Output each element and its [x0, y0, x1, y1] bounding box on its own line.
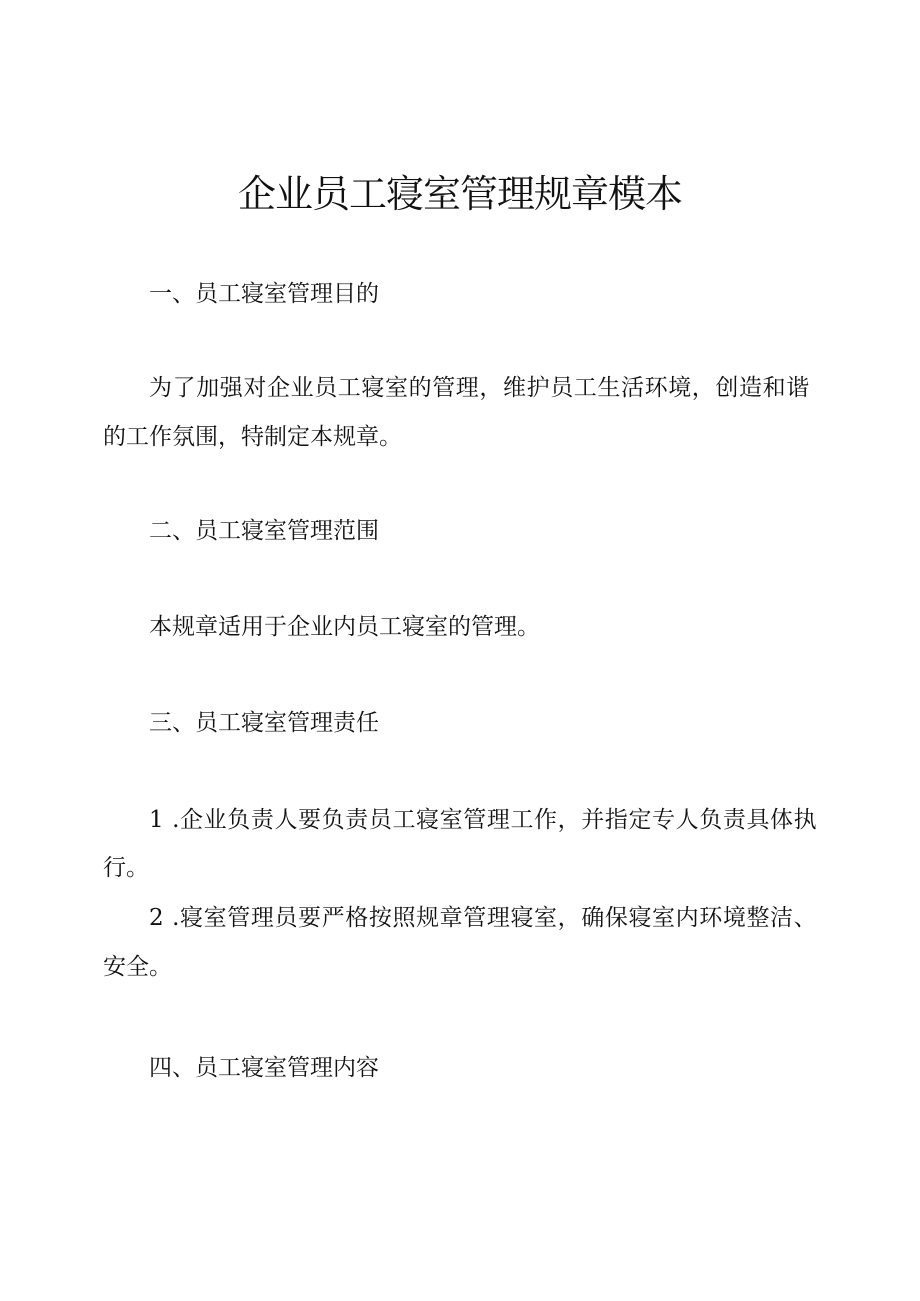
responsibility-item-2-line-2: 安全。: [103, 954, 172, 980]
responsibility-item-1-line-1: 1 .企业负责人要负责员工寝室管理工作，并指定专人负责具体执: [149, 807, 818, 833]
document-title: 企业员工寝室管理规章模本: [237, 172, 682, 216]
purpose-paragraph-line-1: 为了加强对企业员工寝室的管理，维护员工生活环境，创造和谐: [149, 375, 810, 401]
responsibility-item-1-line-2: 行。: [103, 855, 149, 881]
purpose-paragraph-line-2: 的工作氛围，特制定本规章。: [103, 424, 402, 450]
section-heading-content: 四、员工寝室管理内容: [149, 1055, 379, 1081]
responsibility-item-2-line-1: 2 .寝室管理员要严格按照规章管理寝室，确保寝室内环境整洁、: [149, 905, 818, 931]
section-heading-purpose: 一、员工寝室管理目的: [149, 281, 379, 307]
section-heading-scope: 二、员工寝室管理范围: [149, 518, 379, 544]
section-heading-responsibility: 三、员工寝室管理责任: [149, 710, 379, 736]
scope-paragraph: 本规章适用于企业内员工寝室的管理。: [149, 614, 540, 640]
